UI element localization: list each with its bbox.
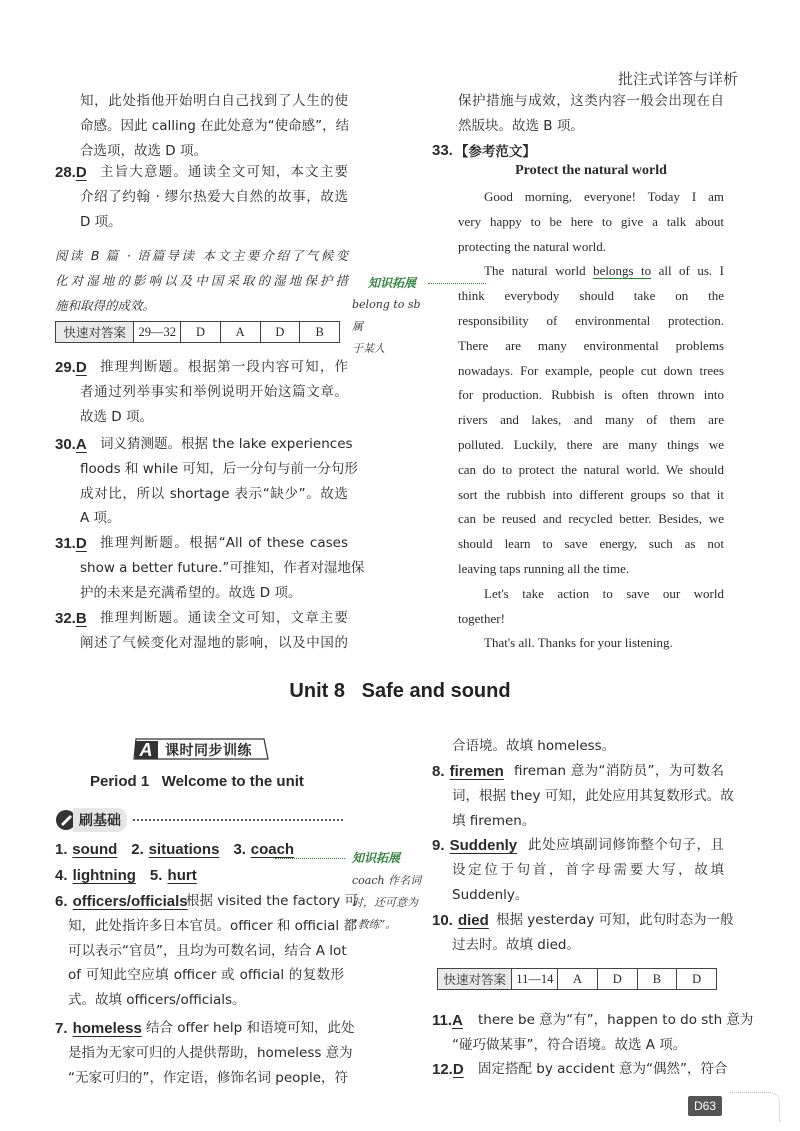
question-33-header: 33. 【参考范文】 <box>432 141 536 160</box>
quick-answer-table-11-14 <box>437 968 717 990</box>
quick-answer-cell: B <box>299 322 339 342</box>
question-31-explanation: 推理判断题。根据“All of these cases show a better future.”可推知，作者对湿地保 护的未来是充满希望的。故选 D 项。 <box>80 535 365 601</box>
quick-answer-label: 快速对答案 <box>438 969 511 989</box>
dotted-leader <box>275 858 345 859</box>
q7-continuation: 合语境。故填 homeless。 <box>452 738 616 754</box>
answer-2: situations <box>148 841 220 858</box>
quick-answer-cell: D <box>180 322 220 342</box>
answer-7: homeless <box>72 1020 142 1037</box>
question-29-explanation: 推理判断题。根据第一段内容可知，作 者通过列举事实和举例说明开始这篇文章。 故选 D 项。 <box>80 359 348 425</box>
question-32-answer: B <box>75 610 87 627</box>
essay-body: Good morning, everyone! Today I am very happy to be here to give a talk about protecting the natural world. The natural world belongs to all of us. I think everybody should take on the responsibility of environmental protection. There are many environmental problems nowadays. For example, people cut down trees for production. Rubbish is often thrown into rivers and lakes, and many of them are polluted. Luckily, there are many things we can do to protect the natural world. We should sort the rubbish into different groups so that it can be reused and recycled better. Besides, we should learn to save energy, such as not leaving taps running all the time. Let's take action to save our world together! That's all. Thanks for your listening. <box>458 189 724 651</box>
question-31-answer: D <box>75 535 87 552</box>
quick-answer-cell: B <box>637 969 677 989</box>
corner-decoration <box>730 1092 780 1122</box>
section-divider <box>133 819 343 821</box>
q27-continuation: 知，此处指他开始明白自己找到了人生的使 命感。因此 calling 在此处意为“使命感”，结 合选项，故选 D 项。 <box>80 93 350 159</box>
page-number: D63 <box>688 1096 722 1116</box>
knowledge-extension-tag: 知识拓展 <box>352 851 401 865</box>
question-30-answer: A <box>75 436 87 453</box>
answers-4-5: 4. lightning 5. hurt <box>55 867 197 884</box>
question-28-explanation: 主旨大意题。通读全文可知，本文主要 介绍了约翰 · 缪尔热爱大自然的故事，故选 D 项。 <box>80 164 348 230</box>
question-7-number: 7. homeless <box>55 1020 142 1037</box>
answer-12: D <box>452 1061 464 1078</box>
quick-answer-label: 快速对答案 <box>56 322 133 342</box>
question-6-explanation: 根据 visited the factory 可 知，此处指许多日本官员。officer 和 official 都 可以表示“官员”，且均为可数名词，结合 A lot of 可知此空应填 officer 或 official 的复数形 式。故填 officers/officials。 <box>68 893 359 1009</box>
answer-8: firemen <box>449 763 504 780</box>
question-12-number: 12.D <box>432 1061 464 1078</box>
answer-11: A <box>452 1012 463 1029</box>
answer-6: officers/officials <box>72 893 188 910</box>
quick-answer-cell: D <box>597 969 637 989</box>
question-11-explanation: there be 意为“有”，happen to do sth 意为 “碰巧做某事”，符合语境。故选 A 项。 <box>452 1012 754 1053</box>
question-29-answer: D <box>75 359 87 376</box>
question-9-explanation: 此处应填副词修饰整个句子，且 设定位于句首，首字母需要大写，故填 Suddenly。 <box>452 837 724 903</box>
answer-10: died <box>457 912 489 929</box>
quick-answer-range: 11—14 <box>511 969 557 989</box>
knowledge-extension-tag: 知识拓展 <box>368 276 417 290</box>
quick-answer-table-29-32 <box>55 321 340 343</box>
question-32-number: 32.B <box>55 610 87 627</box>
answer-5: hurt <box>167 867 197 884</box>
knowledge-extension-note: belong to sb 属 于某人 <box>352 298 421 355</box>
question-28-answer: D <box>75 164 87 181</box>
section-banner-text: A 课时同步训练 <box>139 739 252 760</box>
question-31-number: 31.D <box>55 535 87 552</box>
question-11-number: 11.A <box>432 1012 463 1029</box>
quick-answer-cell: D <box>260 322 300 342</box>
knowledge-extension-note: coach 作名词 时，还可意为 “教练”。 <box>352 874 422 931</box>
quick-answer-cell: A <box>220 322 260 342</box>
answers-1-3: 1. sound 2. situations 3. coach <box>55 841 295 858</box>
answer-4: lightning <box>72 867 136 884</box>
quick-answer-cell: D <box>676 969 716 989</box>
question-10-explanation: 根据 yesterday 可知，此句时态为一般 过去时。故填 died。 <box>452 912 734 953</box>
running-header: 批注式详答与详析 <box>617 70 738 88</box>
question-29-number: 29.D <box>55 359 87 376</box>
question-7-explanation: 结合 offer help 和语境可知，此处 是指为无家可归的人提供帮助，homeless 意为 “无家可归的”，作定语，修饰名词 people，符 <box>68 1020 355 1086</box>
question-8-number: 8. firemen <box>432 763 504 780</box>
question-28-number: 28.D <box>55 164 87 181</box>
answer-1: sound <box>72 841 118 858</box>
question-30-number: 30.A <box>55 436 87 453</box>
question-6-number: 6. officers/officials <box>55 893 188 910</box>
essay-line-belongs: The natural world belongs to all of us. I <box>484 263 724 279</box>
period-title: Period 1 Welcome to the unit <box>90 773 304 790</box>
unit-title: Unit 8 Safe and sound <box>289 680 511 702</box>
question-12-explanation: 固定搭配 by accident 意为“偶然”，符合 <box>478 1061 728 1077</box>
section-foundation: 刷基础 <box>55 808 343 832</box>
quick-answer-range: 29—32 <box>133 322 180 342</box>
question-30-explanation: 词义猜测题。根据 the lake experiences floods 和 while 可知，后一分句与前一分句形 成对比，所以 shortage 表示“缺少”。故选 A 项。 <box>80 436 358 527</box>
highlight-belongs-to: belongs to <box>593 263 652 279</box>
question-8-explanation: fireman 意为“消防员”，为可数名 词，根据 they 可知，此处应用其复数形式。故 填 firemen。 <box>452 763 734 829</box>
answer-9: Suddenly <box>449 837 518 854</box>
question-32-explanation: 推理判断题。通读全文可知，文章主要 阐述了气候变化对湿地的影响，以及中国的 <box>80 610 348 651</box>
essay-title: Protect the natural world <box>515 163 667 178</box>
reading-b-guide: 阅读 B 篇 · 语篇导读 本文主要介绍了气候变 化对湿地的影响以及中国采取的湿地保护措 施和取得的成效。 <box>55 248 348 313</box>
question-10-number: 10. died <box>432 912 489 929</box>
quick-answer-cell: A <box>557 969 597 989</box>
question-9-number: 9. Suddenly <box>432 837 518 854</box>
answer-3: coach <box>250 841 295 858</box>
q32-continuation: 保护措施与成效，这类内容一般会出现在自 然版块。故选 B 项。 <box>458 93 724 134</box>
